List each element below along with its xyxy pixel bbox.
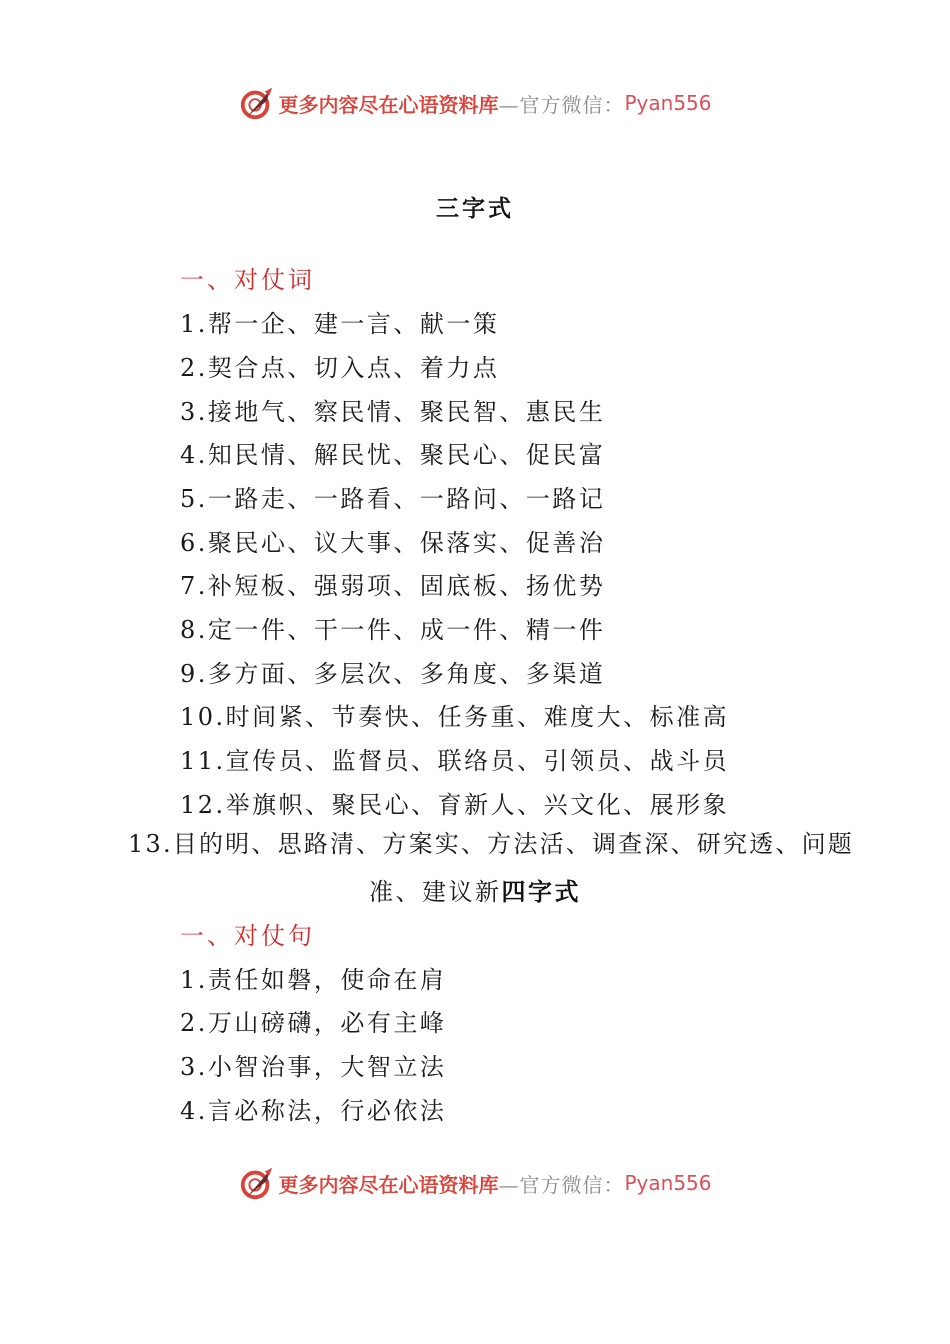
watermark-wechat-id: Pyan556 bbox=[624, 1171, 712, 1195]
watermark-grey-text: —官方微信： bbox=[498, 92, 625, 117]
list-item: 12.举旗帜、聚民心、育新人、兴文化、展形象 bbox=[180, 791, 730, 819]
list-item: 7.补短板、强弱项、固底板、扬优势 bbox=[180, 572, 606, 600]
list-item-13-tail: 准、建议新 bbox=[369, 878, 502, 906]
section-heading-duizhang-ju: 一、对仗句 bbox=[180, 922, 315, 950]
watermark-wechat-id: Pyan556 bbox=[624, 91, 712, 115]
list-item: 3.接地气、察民情、聚民智、惠民生 bbox=[180, 398, 606, 426]
section-title-sizi-shi: 四字式 bbox=[501, 877, 581, 906]
list-item: 1.帮一企、建一言、献一策 bbox=[180, 310, 500, 338]
quill-logo-icon bbox=[238, 84, 276, 122]
list-item: 3.小智治事，大智立法 bbox=[180, 1053, 447, 1081]
list-item: 8.定一件、干一件、成一件、精一件 bbox=[180, 616, 606, 644]
list-item-13-line1: 13.目的明、思路清、方案实、方法活、调查深、研究透、问题 bbox=[128, 830, 854, 858]
list-item: 4.知民情、解民忧、聚民心、促民富 bbox=[180, 441, 606, 469]
page-title: 三字式 bbox=[436, 195, 514, 222]
quill-logo-icon bbox=[238, 1164, 276, 1202]
watermark-grey-text: —官方微信： bbox=[498, 1172, 625, 1197]
list-item: 4.言必称法，行必依法 bbox=[180, 1097, 447, 1125]
header-watermark-banner bbox=[0, 81, 950, 125]
watermark-red-text: 更多内容尽在心语资料库 bbox=[278, 1172, 499, 1197]
footer-watermark-banner bbox=[0, 1161, 950, 1205]
section-heading-duizhang-ci: 一、对仗词 bbox=[180, 266, 315, 294]
list-item-13-line2 bbox=[0, 872, 950, 907]
list-item: 5.一路走、一路看、一路问、一路记 bbox=[180, 485, 606, 513]
list-item: 10.时间紧、节奏快、任务重、难度大、标准高 bbox=[180, 703, 730, 731]
list-item: 6.聚民心、议大事、保落实、促善治 bbox=[180, 529, 606, 557]
list-item: 9.多方面、多层次、多角度、多渠道 bbox=[180, 660, 606, 688]
list-item: 2.契合点、切入点、着力点 bbox=[180, 354, 500, 382]
watermark-red-text: 更多内容尽在心语资料库 bbox=[278, 92, 499, 117]
list-item: 2.万山磅礴，必有主峰 bbox=[180, 1009, 447, 1037]
list-item: 11.宣传员、监督员、联络员、引领员、战斗员 bbox=[180, 747, 730, 775]
list-item: 1.责任如磐，使命在肩 bbox=[180, 966, 447, 994]
